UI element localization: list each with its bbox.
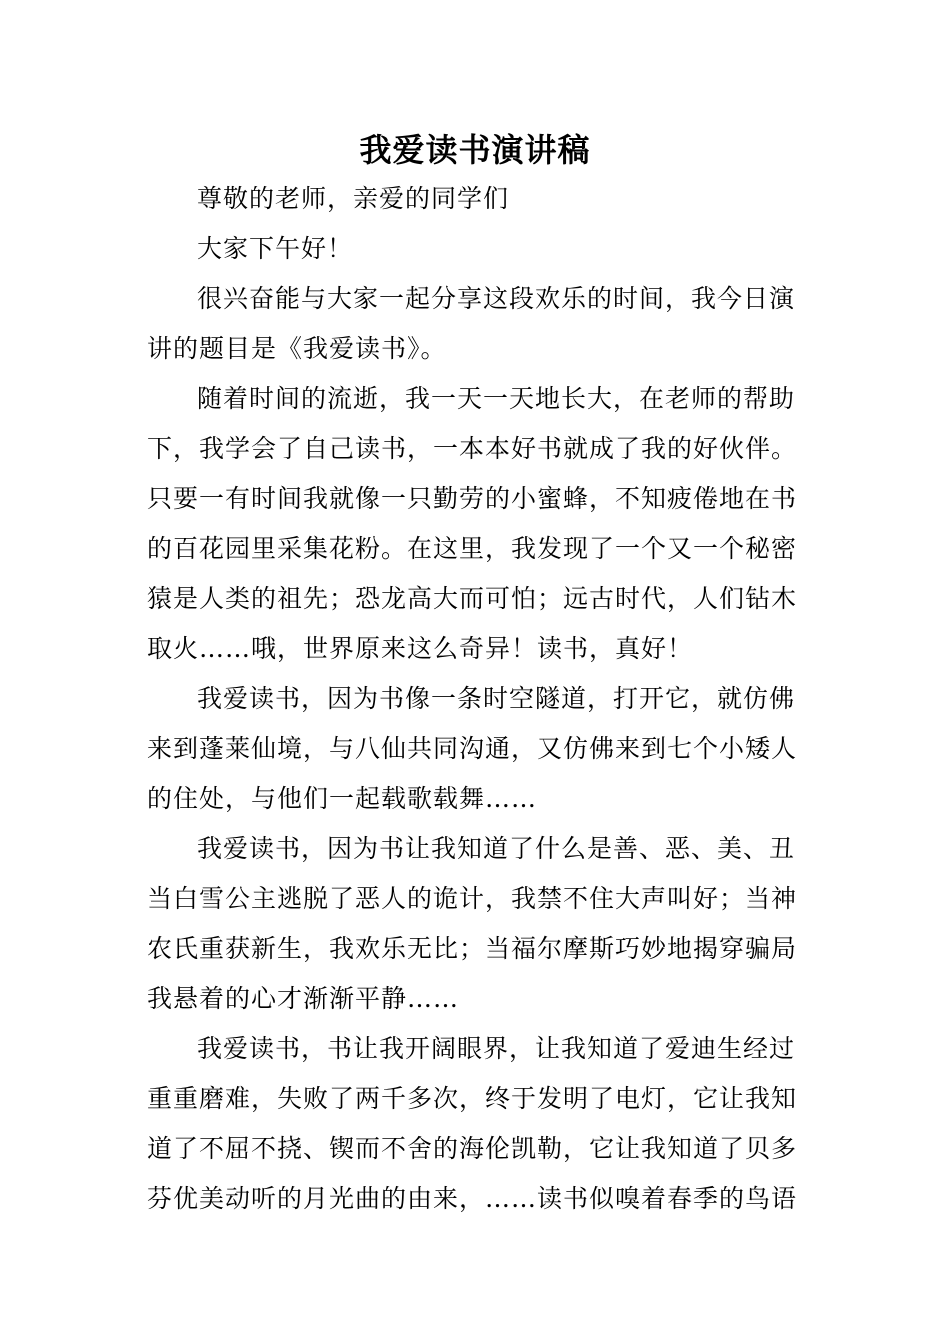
greeting-line: 大家下午好！ — [197, 234, 354, 263]
body-text-line: 的百花园里采集花粉。在这里，我发现了一个又一个秘密 — [147, 534, 798, 563]
body-text-line: 我爱读书，因为书像一条时空隧道，打开它，就仿佛 — [197, 684, 796, 713]
body-text-line: 我爱读书，书让我开阔眼界，让我知道了爱迪生经过 — [197, 1034, 796, 1063]
body-text-line: 很兴奋能与大家一起分享这段欢乐的时间，我今日演 — [197, 284, 796, 313]
salutation-line: 尊敬的老师，亲爱的同学们 — [197, 184, 510, 213]
body-text-line: 我悬着的心才渐渐平静…… — [147, 984, 460, 1013]
body-text-line: 芬优美动听的月光曲的由来，……读书似嗅着春季的鸟语 — [147, 1184, 798, 1213]
body-text-line: 猿是人类的祖先；恐龙高大而可怕；远古时代，人们钻木 — [147, 584, 798, 613]
body-text-line: 的住处，与他们一起载歌载舞…… — [147, 784, 538, 813]
body-text-line: 只要一有时间我就像一只勤劳的小蜜蜂，不知疲倦地在书 — [147, 484, 798, 513]
body-text-line: 农氏重获新生，我欢乐无比；当福尔摩斯巧妙地揭穿骗局 — [147, 934, 798, 963]
body-text-line: 重重磨难，失败了两千多次，终于发明了电灯，它让我知 — [147, 1084, 798, 1113]
body-text-line: 当白雪公主逃脱了恶人的诡计，我禁不住大声叫好；当神 — [147, 884, 798, 913]
document-title: 我爱读书演讲稿 — [359, 131, 591, 169]
body-text-line: 道了不屈不挠、锲而不舍的海伦凯勒，它让我知道了贝多 — [147, 1134, 798, 1163]
body-text-line: 下，我学会了自己读书，一本本好书就成了我的好伙伴。 — [147, 434, 798, 463]
body-text-line: 来到蓬莱仙境，与八仙共同沟通，又仿佛来到七个小矮人 — [147, 734, 798, 763]
body-text-line: 我爱读书，因为书让我知道了什么是善、恶、美、丑 — [197, 834, 796, 863]
body-text-line: 讲的题目是《我爱读书》。 — [147, 334, 447, 363]
body-text-line: 随着时间的流逝，我一天一天地长大，在老师的帮助 — [197, 384, 796, 413]
body-text-line: 取火……哦，世界原来这么奇异！读书，真好！ — [147, 634, 694, 663]
